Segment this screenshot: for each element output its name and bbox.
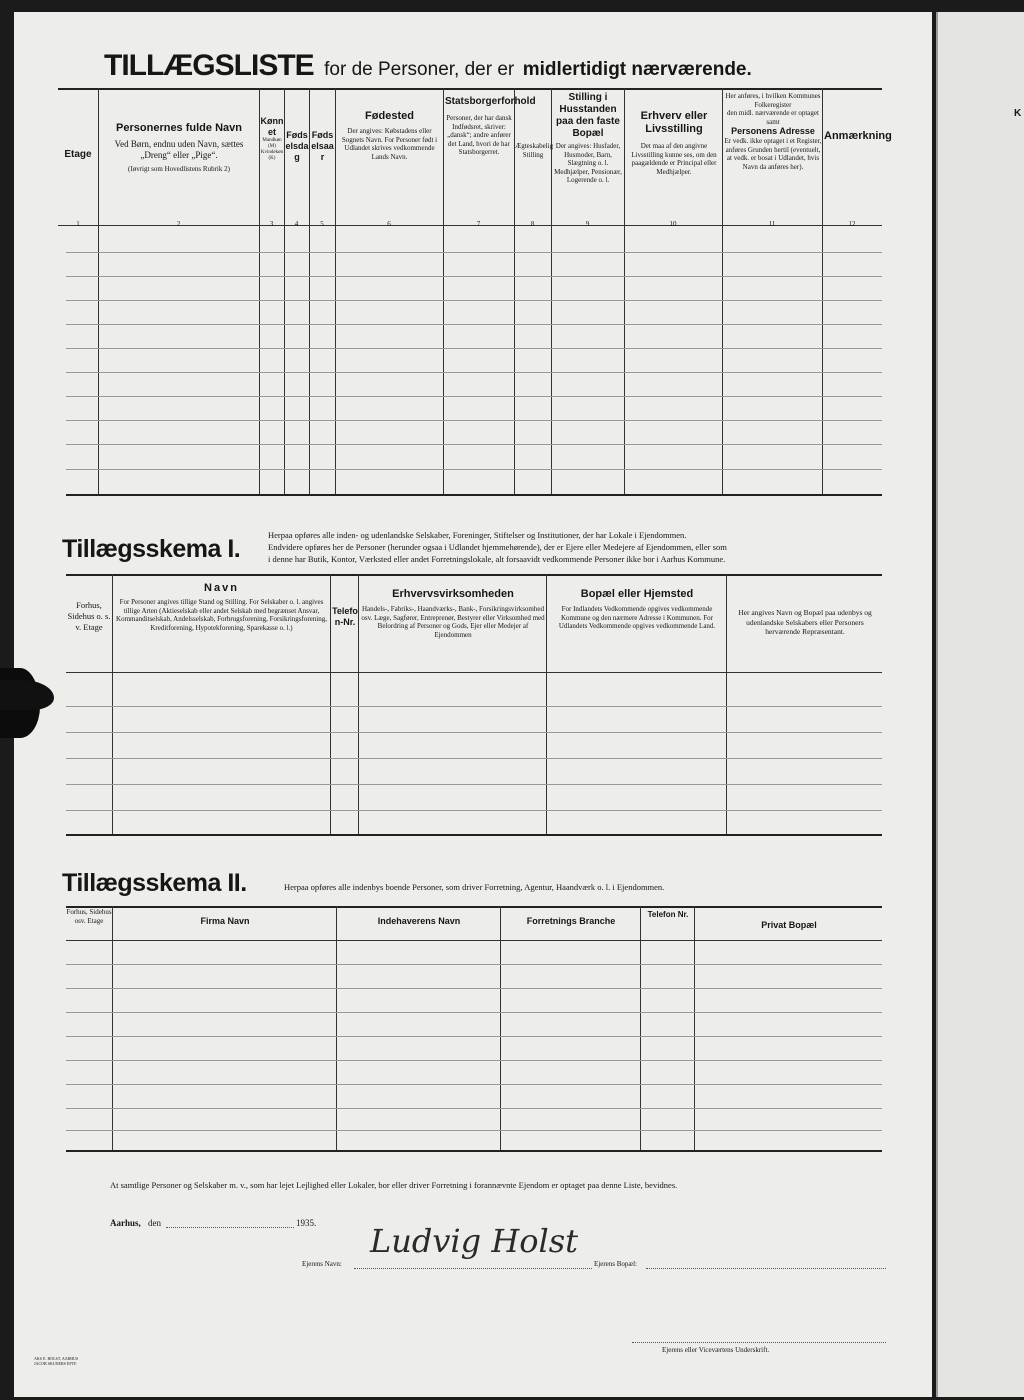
- schema2-col-firma: Firma Navn: [200, 916, 250, 926]
- col-number: 7: [476, 220, 481, 228]
- title-rest: for de Personer, der er: [324, 59, 515, 80]
- title-bold: midlertidigt nærværende.: [522, 59, 752, 80]
- col-header-foedested: Fødested Der angives: Købstadens eller Sognets Navn. For Personer født i Udlandet skrives vedkommende Lands Navn.: [341, 110, 438, 161]
- schema1-col-erhverv: Erhvervsvirksomheden Handels-, Fabriks-, Haandværks-, Bank-, Forsikringsvirksomhed osv. Læge, Sagfører, Entreprenør, Bestyrer eller Virksomhed med Belordring af Personer og Gods, Ejer eller Medejer af Ejendommen: [361, 588, 545, 639]
- col-number: 11: [768, 220, 776, 228]
- attestation-statement: At samtlige Personer og Selskaber m. v., som har lejet Lejlighed eller Lokaler, bor eller driver Forretning i forannævnte Ejendom er optaget paa denne Liste, bevidnes.: [110, 1180, 678, 1190]
- year: 1935.: [296, 1218, 317, 1228]
- owner-signature: Ludvig Holst: [370, 1222, 578, 1260]
- form-page: [14, 12, 932, 1397]
- col-number: 2: [176, 220, 181, 228]
- col-number: 6: [387, 220, 391, 228]
- col-header-anmaerkning: Anmærkning: [824, 130, 892, 142]
- col-header-aegteskab: Ægteskabelig Stilling: [515, 142, 554, 159]
- printer-imprint: AKS E. HOLST, AARHUS JACOB SKUNERS EFTF.: [34, 1356, 79, 1366]
- schema1-intro: Herpaa opføres alle inden- og udenlandske Selskaber, Foreninger, Stiftelser og Institutioner, der har Lokale i Ejendommen. Endvidere opføres her de Personer (herunder ogsaa i Udlandet hjemmehørende), der er Ejere eller Medejere af Ejendommen, eller som i denne har Butik, Kontor, Værksted eller andet Forretningslokale, alt forsaavidt vedkommende Personer ikke bor i Aarhus Kommune.: [268, 530, 727, 564]
- schema2-col-telefon: Telefon Nr.: [647, 910, 689, 919]
- title-main: TILLÆGSLISTE: [104, 49, 314, 82]
- schema1-col-bopael: Bopæl eller Hjemsted For Indlandets Vedkommende opgives vedkommende Kommune og den nærmere Adresse i Kommunen. For Udlandets Vedkommende opgives vedkommende Land.: [558, 588, 716, 630]
- col-header-koen: Kønnet Mandkøn (M) Kvindekøn (K): [260, 116, 284, 161]
- col-number: 8: [530, 220, 535, 228]
- place: Aarhus,: [110, 1218, 141, 1228]
- schema1-col-repraesentant: Her angives Navn og Bopæl paa udenbys og udenlandske Selskabers eller Personers herværende Repræsentant.: [738, 608, 872, 636]
- col-number: 1: [76, 220, 80, 228]
- schema2-col-indehaver: Indehaverens Navn: [377, 916, 461, 926]
- col-header-stilling: Stilling i Husstanden paa den faste Bopæl Der angives: Husfader, Husmoder, Barn, Slægtning o. l. Medhjælper, Pensionær, Logerende o. l.: [554, 92, 622, 184]
- schema1-col-navn: Navn For Personer angives tillige Stand og Stilling. For Selskaber o. l. angives tillige Arten (Aktieselskab eller andet Selskab med begrænset Ansvar, Kommanditselskab, Andelsselskab, Forbrugsforening, Forsikringsforening, Kreditforening, Hypotekforening, Sparekasse o. l.): [116, 582, 327, 632]
- col-number: 12: [848, 220, 856, 228]
- owner-address-label: Ejerens Bopæl:: [594, 1260, 637, 1268]
- schema2-intro: Herpaa opføres alle indenbys boende Personer, som driver Forretning, Agentur, Haandværk o. l. i Ejendommen.: [284, 882, 665, 892]
- col-header-foedselsaar: Fødselsaar: [311, 130, 334, 162]
- col-number: 4: [294, 220, 299, 228]
- col-number: 3: [269, 220, 274, 228]
- signature-label: Ejerens eller Viceværtens Underskrift.: [662, 1346, 770, 1354]
- owner-name-label: Ejerens Navn:: [302, 1260, 342, 1268]
- schema2-title: Tillægsskema II.: [62, 869, 247, 897]
- schema2-col-branche: Forretnings Branche: [526, 916, 616, 926]
- schema1-col-etage: Forhus, Sidehus o. s. v. Etage: [67, 600, 111, 632]
- col-header-statsborger: Statsborgerforhold Personer, der har dansk Indfødsret, skriver: „dansk“; andre anfører det Land, hvori de har Statsborgerret.: [445, 96, 536, 156]
- schema2-col-privat: Privat Bopæl: [761, 920, 817, 930]
- adjacent-page: [936, 12, 1024, 1397]
- date-label: den: [148, 1218, 161, 1228]
- col-header-folkeregister: Her anføres, i hvilken Kommunes Folkeregister den midl. nærværende er optaget samt Personens Adresse Er vedk. ikke optaget i et Register, anføres Grunden hertil (eventuelt, at vedk. er bosat i Udlandet, hvis Navn da anføres her).: [724, 92, 822, 171]
- page-title: [104, 50, 752, 86]
- col-header-foedselsdag: Fødselsdag: [285, 130, 309, 162]
- col-header-etage: Etage: [64, 149, 92, 160]
- col-header-name: Personernes fulde Navn Ved Børn, endnu uden Navn, sættes „Dreng“ eller „Pige“. (Iøvrigt som Hovedlistens Rubrik 2): [114, 122, 244, 173]
- col-number: 5: [320, 220, 324, 228]
- schema1-title: Tillægsskema I.: [62, 535, 241, 563]
- col-header-erhverv: Erhverv eller Livsstilling Det maa af den angivne Livsstilling kunne ses, om den paagældende er Principal eller Medhjælper.: [631, 110, 717, 176]
- col-number: 9: [585, 220, 590, 228]
- adjacent-page-text: K: [1014, 108, 1022, 119]
- schema1-col-telefon: Telefon-Nr.: [332, 606, 358, 627]
- col-number: 10: [669, 220, 677, 228]
- schema2-col-etage: Forhus, Sidehus osv. Etage: [66, 908, 112, 925]
